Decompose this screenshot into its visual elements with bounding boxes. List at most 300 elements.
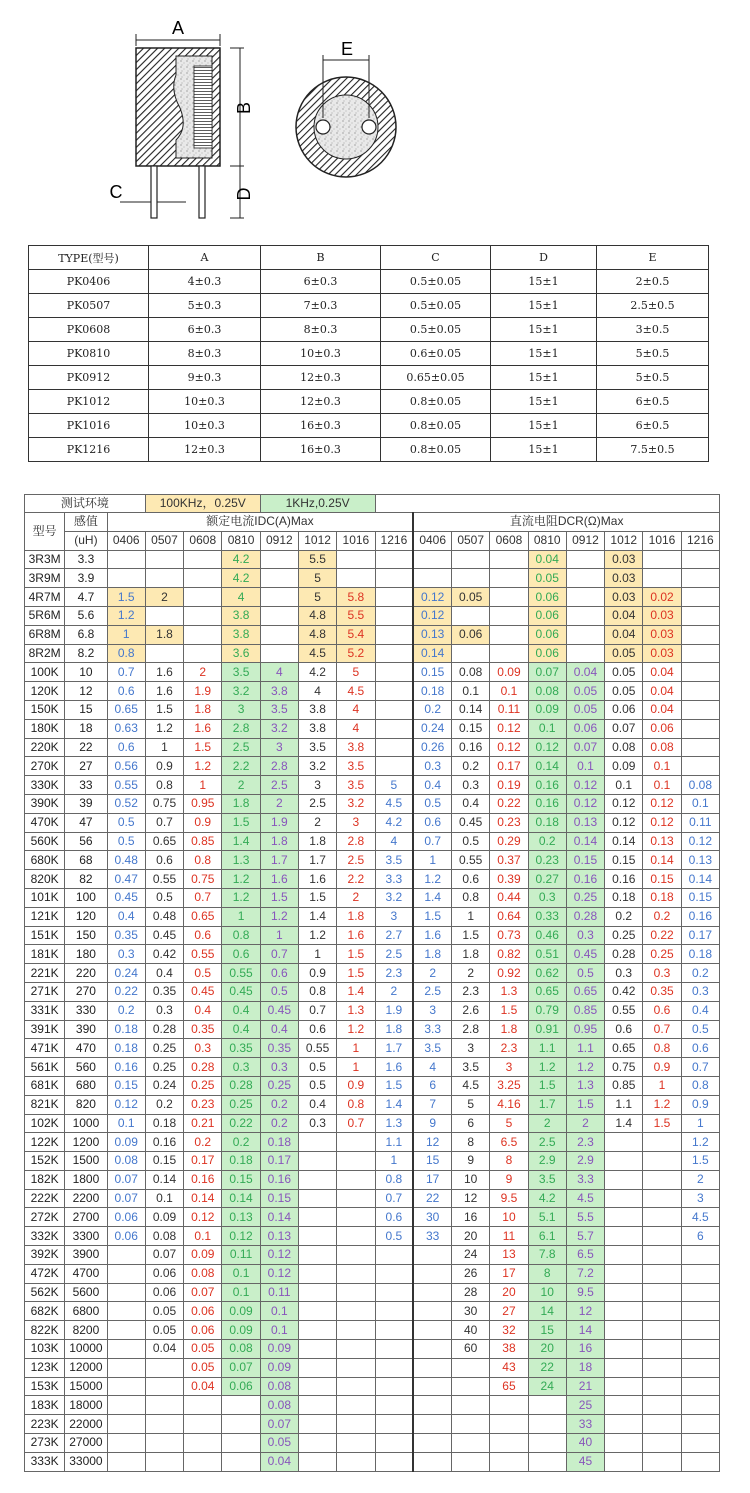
dcr-cell: [413, 1264, 451, 1283]
idc-cell: [298, 1340, 336, 1359]
dcr-cell: 25: [566, 1396, 604, 1415]
dcr-cell: 0.7: [413, 832, 451, 851]
dcr-cell: [528, 1452, 566, 1471]
idc-cell: 0.14: [184, 1189, 222, 1208]
model-cell: 153K: [25, 1377, 65, 1396]
dcr-cell: [490, 1396, 528, 1415]
inductance-cell: 15: [65, 700, 107, 719]
idc-cell: [107, 1358, 145, 1377]
idc-cell: 0.09: [184, 1246, 222, 1265]
idc-cell: 1.4: [298, 907, 336, 926]
dcr-cell: 3: [490, 1058, 528, 1077]
dcr-cell: 17: [413, 1170, 451, 1189]
spec-row: [25, 1452, 720, 1471]
dcr-cell: 0.25: [605, 926, 643, 945]
dimensions-row: [29, 366, 709, 390]
dimensions-cell: 0.5±0.05: [381, 294, 491, 318]
idc-cell: 0.6: [107, 738, 145, 757]
dcr-cell: 0.29: [490, 832, 528, 851]
idc-cell: [222, 1452, 260, 1471]
idc-cell: 3: [260, 738, 298, 757]
dcr-cell: 0.05: [452, 588, 490, 607]
header-e: E: [597, 246, 709, 270]
spec-row: [25, 1001, 720, 1020]
idc-cell: [107, 1396, 145, 1415]
spec-row: [25, 1434, 720, 1453]
dcr-cell: 0.07: [605, 719, 643, 738]
dcr-cell: [681, 738, 719, 757]
dcr-cell: 0.12: [681, 832, 719, 851]
dcr-cell: 0.05: [605, 644, 643, 663]
dimensions-header-row: [29, 246, 709, 270]
size-header-row: [25, 531, 720, 550]
dcr-cell: 0.82: [490, 945, 528, 964]
dcr-cell: [605, 1227, 643, 1246]
idc-cell: 2.8: [337, 832, 375, 851]
inductance-cell: 470: [65, 1039, 107, 1058]
idc-cell: 0.48: [145, 907, 183, 926]
dcr-cell: 0.14: [681, 870, 719, 889]
idc-cell: 2: [184, 663, 222, 682]
dcr-cell: 0.65: [528, 982, 566, 1001]
spec-row: [25, 1227, 720, 1246]
dcr-cell: 0.12: [643, 794, 681, 813]
idc-cell: 2.2: [222, 757, 260, 776]
idc-cell: 2: [145, 588, 183, 607]
dcr-cell: 0.03: [605, 550, 643, 569]
idc-cell: 0.07: [260, 1415, 298, 1434]
idc-cell: 0.9: [298, 964, 336, 983]
model-cell: 271K: [25, 982, 65, 1001]
inductance-cell: 27: [65, 757, 107, 776]
idc-cell: [298, 1246, 336, 1265]
header-d: D: [491, 246, 597, 270]
dcr-cell: 0.2: [413, 700, 451, 719]
idc-cell: [184, 550, 222, 569]
dcr-cell: 17: [490, 1264, 528, 1283]
model-cell: 273K: [25, 1434, 65, 1453]
dcr-cell: [643, 1321, 681, 1340]
dcr-size-header: 0810: [528, 531, 566, 550]
idc-cell: [375, 569, 413, 588]
idc-cell: [298, 1396, 336, 1415]
spec-row: [25, 1076, 720, 1095]
model-cell: 682K: [25, 1302, 65, 1321]
idc-cell: 0.55: [145, 870, 183, 889]
idc-cell: [375, 1377, 413, 1396]
model-cell: 270K: [25, 757, 65, 776]
dcr-cell: 4: [413, 1058, 451, 1077]
idc-cell: 0.85: [184, 832, 222, 851]
model-cell: 221K: [25, 964, 65, 983]
idc-cell: 0.63: [107, 719, 145, 738]
dcr-cell: 0.08: [643, 738, 681, 757]
dcr-cell: [605, 1321, 643, 1340]
dcr-cell: [605, 1396, 643, 1415]
dcr-cell: [605, 1133, 643, 1152]
idc-cell: [375, 1415, 413, 1434]
dcr-cell: 0.04: [528, 550, 566, 569]
dcr-cell: [605, 1452, 643, 1471]
idc-cell: 0.25: [145, 1039, 183, 1058]
spec-row: [25, 663, 720, 682]
inductance-cell: 270: [65, 982, 107, 1001]
dcr-cell: 0.8: [643, 1039, 681, 1058]
dcr-cell: 20: [452, 1227, 490, 1246]
idc-cell: 0.18: [222, 1152, 260, 1171]
idc-cell: 0.06: [107, 1208, 145, 1227]
idc-cell: [375, 1302, 413, 1321]
idc-cell: 0.48: [107, 851, 145, 870]
inductance-cell: 1500: [65, 1152, 107, 1171]
dcr-cell: 28: [452, 1283, 490, 1302]
idc-cell: 0.9: [184, 813, 222, 832]
dcr-cell: [490, 1452, 528, 1471]
inductance-cell: 18: [65, 719, 107, 738]
inductance-cell: 5600: [65, 1283, 107, 1302]
dcr-cell: 24: [528, 1377, 566, 1396]
inductance-cell: 4700: [65, 1264, 107, 1283]
model-cell: 101K: [25, 888, 65, 907]
idc-cell: 1.9: [260, 813, 298, 832]
dimensions-cell: 5±0.3: [149, 294, 261, 318]
idc-cell: 3.3: [375, 870, 413, 889]
dcr-cell: 0.16: [681, 907, 719, 926]
dcr-cell: [643, 1340, 681, 1359]
idc-cell: [107, 1377, 145, 1396]
dcr-cell: 0.23: [528, 851, 566, 870]
idc-cell: 0.45: [145, 926, 183, 945]
dcr-cell: 0.23: [490, 813, 528, 832]
idc-cell: [298, 1227, 336, 1246]
dimensions-cell: 15±1: [491, 414, 597, 438]
dcr-cell: [452, 1452, 490, 1471]
idc-cell: [145, 550, 183, 569]
idc-cell: 0.5: [298, 1076, 336, 1095]
spec-row: [25, 588, 720, 607]
idc-cell: 2.5: [298, 794, 336, 813]
idc-cell: 0.15: [107, 1076, 145, 1095]
idc-cell: 5.5: [337, 606, 375, 625]
dcr-cell: 0.06: [528, 644, 566, 663]
dcr-cell: 0.14: [452, 700, 490, 719]
idc-cell: 0.5: [184, 964, 222, 983]
idc-cell: [107, 1264, 145, 1283]
idc-cell: 0.6: [107, 682, 145, 701]
dimensions-cell: 8±0.3: [149, 342, 261, 366]
idc-cell: 0.08: [260, 1377, 298, 1396]
idc-cell: 0.06: [184, 1321, 222, 1340]
dcr-cell: 0.51: [528, 945, 566, 964]
dcr-cell: 0.85: [566, 1001, 604, 1020]
dcr-cell: 0.12: [413, 588, 451, 607]
dcr-cell: 0.15: [566, 851, 604, 870]
idc-cell: 0.18: [107, 1020, 145, 1039]
header-b: B: [261, 246, 381, 270]
idc-cell: 0.65: [145, 832, 183, 851]
dcr-cell: 5: [490, 1114, 528, 1133]
dcr-cell: 1.5: [681, 1152, 719, 1171]
dcr-cell: 2.3: [452, 982, 490, 1001]
idc-cell: [184, 1396, 222, 1415]
idc-size-header: 0406: [107, 531, 145, 550]
dcr-cell: 0.91: [528, 1020, 566, 1039]
model-cell: 103K: [25, 1340, 65, 1359]
dcr-cell: 2.5: [413, 982, 451, 1001]
dcr-cell: 43: [490, 1358, 528, 1377]
dcr-cell: [452, 1377, 490, 1396]
inductance-cell: 390: [65, 1020, 107, 1039]
dcr-cell: [490, 550, 528, 569]
spec-row: [25, 550, 720, 569]
idc-cell: 0.08: [107, 1152, 145, 1171]
idc-cell: 0.12: [260, 1264, 298, 1283]
dcr-cell: 1.1: [528, 1039, 566, 1058]
idc-cell: [145, 1377, 183, 1396]
idc-cell: 4.5: [337, 682, 375, 701]
dcr-cell: 0.2: [452, 757, 490, 776]
idc-cell: 0.08: [222, 1340, 260, 1359]
dimensions-cell: 15±1: [491, 294, 597, 318]
model-cell: 332K: [25, 1227, 65, 1246]
dcr-cell: 6: [413, 1076, 451, 1095]
dcr-cell: 6: [452, 1114, 490, 1133]
dcr-cell: 1.5: [643, 1114, 681, 1133]
idc-cell: 0.12: [184, 1208, 222, 1227]
idc-cell: [298, 1452, 336, 1471]
model-cell: 272K: [25, 1208, 65, 1227]
idc-size-header: 0912: [260, 531, 298, 550]
idc-cell: [145, 1358, 183, 1377]
model-cell: 220K: [25, 738, 65, 757]
idc-cell: 0.05: [260, 1434, 298, 1453]
idc-cell: 3.5: [337, 776, 375, 795]
idc-cell: [298, 1133, 336, 1152]
dimensions-cell: 15±1: [491, 342, 597, 366]
dcr-cell: 0.18: [643, 888, 681, 907]
spec-row: [25, 700, 720, 719]
dcr-cell: 0.25: [566, 888, 604, 907]
dcr-cell: [413, 1302, 451, 1321]
dcr-cell: 5.7: [566, 1227, 604, 1246]
idc-cell: 3.2: [298, 757, 336, 776]
dimensions-cell: 5±0.5: [597, 366, 709, 390]
idc-cell: [337, 1246, 375, 1265]
idc-cell: 0.6: [260, 964, 298, 983]
idc-cell: 0.15: [222, 1170, 260, 1189]
model-cell: 331K: [25, 1001, 65, 1020]
dimensions-cell: 6±0.5: [597, 414, 709, 438]
dcr-cell: 0.04: [605, 606, 643, 625]
idc-cell: 1.5: [107, 588, 145, 607]
dcr-cell: 14: [528, 1302, 566, 1321]
idc-cell: 1.3: [375, 1114, 413, 1133]
dcr-cell: 0.39: [490, 870, 528, 889]
idc-cell: 0.25: [184, 1076, 222, 1095]
idc-cell: 0.7: [375, 1189, 413, 1208]
idc-cell: 0.4: [107, 907, 145, 926]
dcr-cell: [681, 663, 719, 682]
spec-row: [25, 776, 720, 795]
dcr-cell: 3: [452, 1039, 490, 1058]
idc-cell: 2.8: [222, 719, 260, 738]
idc-cell: [184, 625, 222, 644]
dcr-cell: 15: [528, 1321, 566, 1340]
idc-cell: 1.8: [184, 700, 222, 719]
inductor-diagram: [0, 0, 750, 240]
dcr-cell: 0.08: [605, 738, 643, 757]
idc-cell: 1.4: [222, 832, 260, 851]
inductance-cell: 6.8: [65, 625, 107, 644]
model-cell: 3R3M: [25, 550, 65, 569]
dcr-cell: 12: [566, 1302, 604, 1321]
dcr-cell: [643, 1283, 681, 1302]
dimensions-cell: 0.6±0.05: [381, 342, 491, 366]
idc-cell: 0.8: [375, 1170, 413, 1189]
idc-cell: 2: [337, 888, 375, 907]
dcr-cell: [566, 569, 604, 588]
idc-cell: 0.55: [298, 1039, 336, 1058]
dcr-cell: [566, 588, 604, 607]
dcr-cell: 0.17: [681, 926, 719, 945]
dcr-cell: 1.1: [605, 1095, 643, 1114]
dcr-cell: 6.1: [528, 1227, 566, 1246]
dcr-cell: 1.1: [566, 1039, 604, 1058]
env-1khz: 1KHz,0.25V: [260, 495, 375, 513]
dim-label-d: D: [234, 187, 254, 201]
idc-cell: 3.2: [337, 794, 375, 813]
idc-cell: 0.04: [184, 1377, 222, 1396]
dcr-cell: 0.05: [605, 682, 643, 701]
dcr-cell: [490, 1415, 528, 1434]
idc-cell: [337, 1208, 375, 1227]
dcr-cell: [681, 1283, 719, 1302]
idc-cell: 1.5: [260, 888, 298, 907]
idc-cell: 0.12: [222, 1227, 260, 1246]
dim-label-e: E: [340, 39, 354, 59]
idc-cell: 0.13: [260, 1227, 298, 1246]
dcr-cell: 24: [452, 1246, 490, 1265]
idc-cell: 0.45: [107, 888, 145, 907]
idc-cell: 0.18: [145, 1114, 183, 1133]
dcr-cell: 0.7: [643, 1020, 681, 1039]
model-cell: 391K: [25, 1020, 65, 1039]
dcr-cell: [643, 1434, 681, 1453]
idc-cell: 0.04: [260, 1452, 298, 1471]
dcr-cell: [413, 1340, 451, 1359]
dcr-cell: 1.3: [566, 1076, 604, 1095]
dcr-cell: 0.6: [605, 1020, 643, 1039]
idc-cell: 0.28: [145, 1020, 183, 1039]
idc-cell: 1.6: [145, 663, 183, 682]
spec-row: [25, 907, 720, 926]
dimensions-cell: PK1216: [29, 438, 149, 462]
dcr-cell: 0.1: [681, 794, 719, 813]
idc-cell: 0.45: [222, 982, 260, 1001]
model-cell: 152K: [25, 1152, 65, 1171]
spec-row: [25, 1170, 720, 1189]
idc-cell: 0.2: [222, 1133, 260, 1152]
dcr-cell: [681, 606, 719, 625]
idc-cell: 0.23: [184, 1095, 222, 1114]
dcr-cell: 9: [413, 1114, 451, 1133]
header-type: TYPE(型号): [29, 246, 149, 270]
spec-row: [25, 1095, 720, 1114]
idc-cell: 0.06: [184, 1302, 222, 1321]
spec-row: [25, 1152, 720, 1171]
idc-cell: 2.3: [375, 964, 413, 983]
idc-cell: 0.07: [107, 1170, 145, 1189]
idc-cell: 3.2: [260, 719, 298, 738]
idc-cell: 0.15: [260, 1189, 298, 1208]
dcr-cell: 32: [490, 1321, 528, 1340]
dcr-cell: 0.03: [643, 625, 681, 644]
idc-cell: [337, 1377, 375, 1396]
idc-cell: [298, 1415, 336, 1434]
dcr-cell: 0.05: [566, 682, 604, 701]
idc-cell: [298, 1208, 336, 1227]
spec-row: [25, 1208, 720, 1227]
idc-cell: [337, 1302, 375, 1321]
dcr-cell: 0.22: [490, 794, 528, 813]
dimensions-table-wrap: [28, 245, 709, 462]
dimensions-row: [29, 342, 709, 366]
dcr-cell: 0.06: [528, 625, 566, 644]
dcr-cell: [566, 644, 604, 663]
dcr-cell: [490, 1434, 528, 1453]
dcr-cell: [643, 1246, 681, 1265]
dcr-cell: 0.33: [528, 907, 566, 926]
idc-cell: [298, 1434, 336, 1453]
idc-cell: 1.5: [337, 964, 375, 983]
dimensions-cell: 10±0.3: [149, 414, 261, 438]
idc-cell: [145, 644, 183, 663]
dcr-cell: 0.73: [490, 926, 528, 945]
dcr-cell: 0.6: [681, 1039, 719, 1058]
dcr-cell: [413, 1434, 451, 1453]
idc-cell: [222, 1396, 260, 1415]
dcr-cell: [681, 682, 719, 701]
dcr-cell: 0.6: [452, 870, 490, 889]
model-cell: 100K: [25, 663, 65, 682]
dcr-cell: [413, 569, 451, 588]
idc-cell: 5: [298, 569, 336, 588]
model-cell: 392K: [25, 1246, 65, 1265]
idc-cell: [298, 1264, 336, 1283]
dcr-cell: 0.16: [605, 870, 643, 889]
idc-cell: 0.1: [184, 1227, 222, 1246]
dcr-cell: 4.5: [681, 1208, 719, 1227]
spec-row: [25, 738, 720, 757]
inductance-cell: 5.6: [65, 606, 107, 625]
idc-cell: 4: [298, 682, 336, 701]
idc-cell: 2.5: [260, 776, 298, 795]
idc-cell: 1.6: [337, 926, 375, 945]
dcr-cell: [566, 625, 604, 644]
dcr-cell: 0.4: [681, 1001, 719, 1020]
idc-cell: [184, 606, 222, 625]
dcr-cell: 12: [452, 1189, 490, 1208]
inductance-cell: 330: [65, 1001, 107, 1020]
idc-cell: 1.5: [337, 945, 375, 964]
dcr-cell: [681, 569, 719, 588]
spec-row: [25, 719, 720, 738]
dcr-cell: 0.13: [566, 813, 604, 832]
idc-cell: [260, 644, 298, 663]
idc-cell: [337, 569, 375, 588]
model-cell: 8R2M: [25, 644, 65, 663]
dimensions-cell: PK1012: [29, 390, 149, 414]
